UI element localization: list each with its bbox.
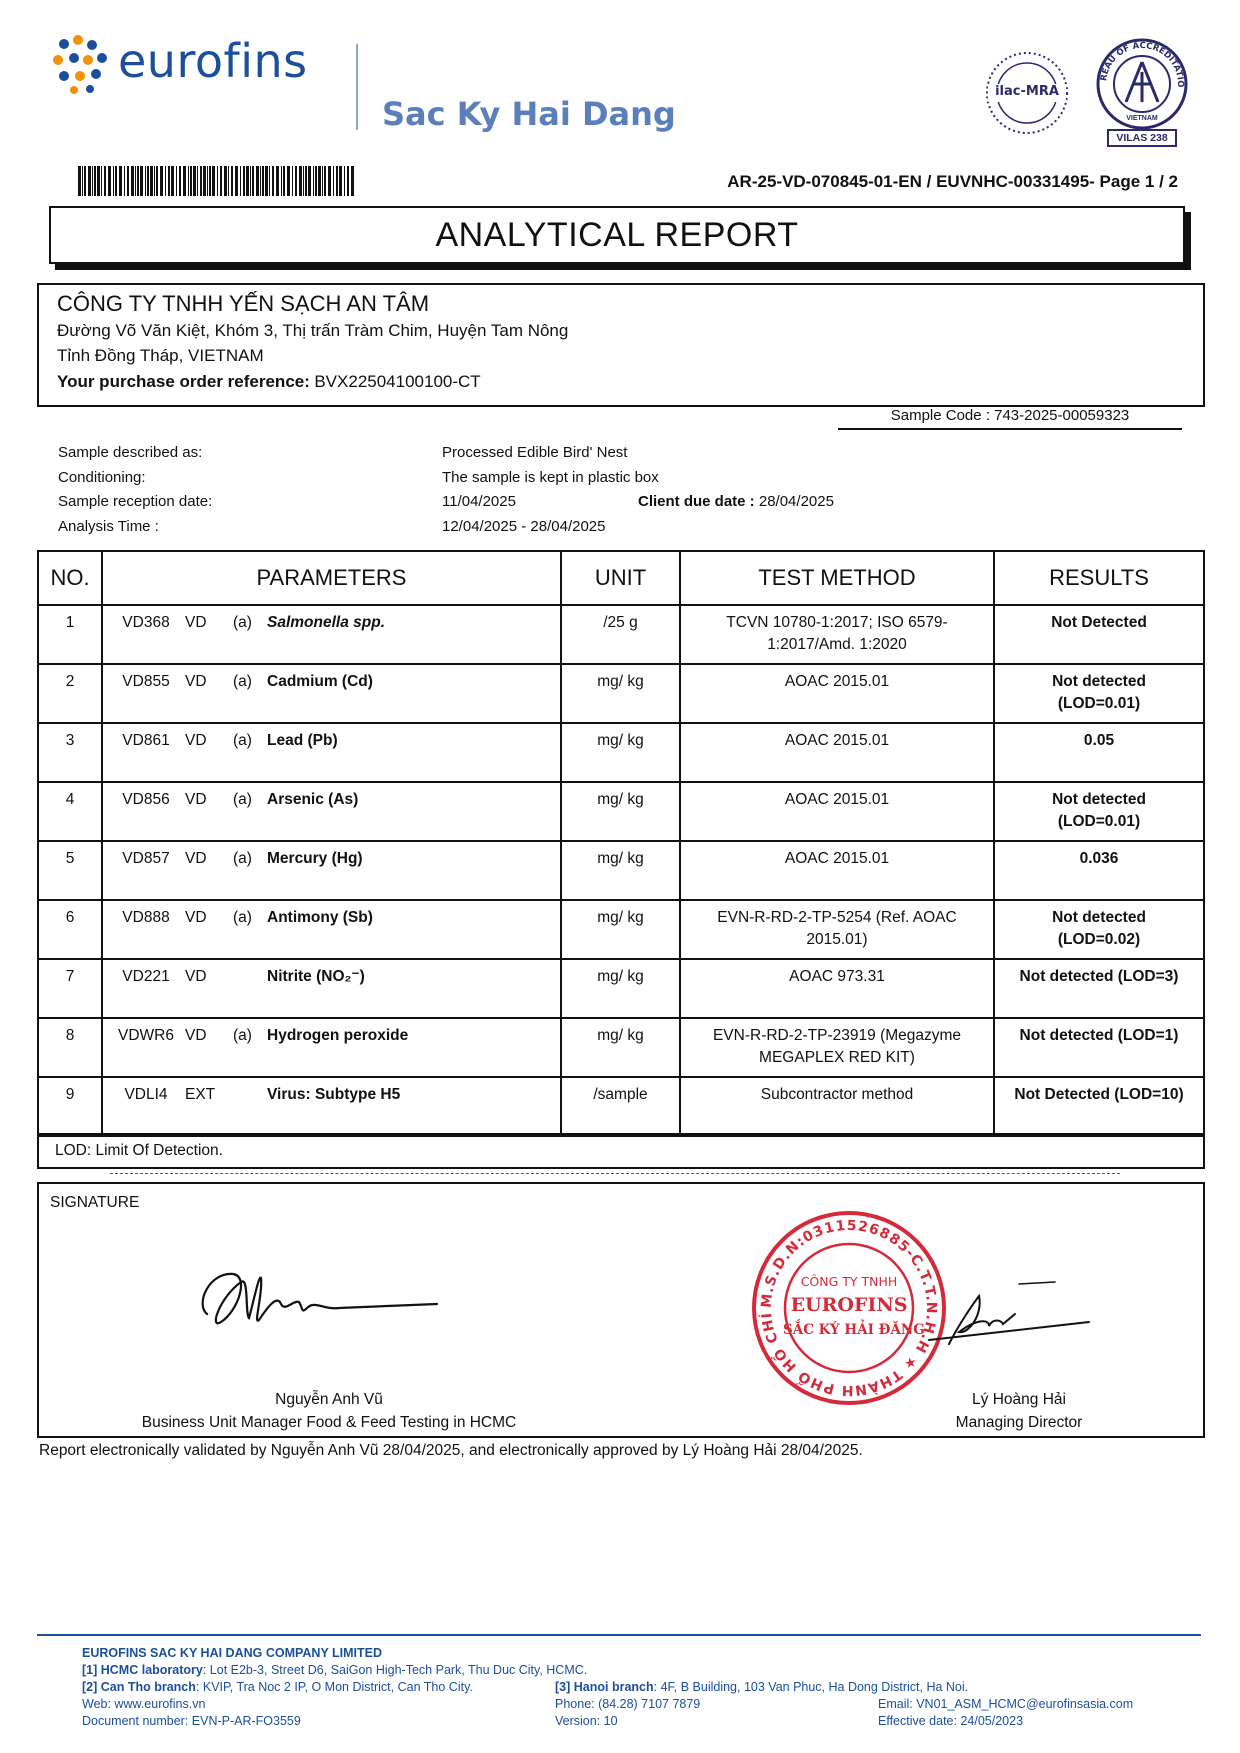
barcode-bar (260, 166, 261, 196)
barcode-bar (235, 166, 238, 196)
barcode-bar (156, 166, 158, 196)
analysis-label: Analysis Time : (58, 518, 159, 535)
eurofins-dots-icon (52, 34, 114, 94)
row-no: 5 (65, 850, 75, 867)
row-no: 4 (65, 791, 75, 808)
barcode-bar (328, 166, 331, 196)
table-row (38, 1077, 1204, 1136)
row-code: VD857 (122, 850, 170, 867)
row-parameter: Nitrite (NO₂⁻) (267, 968, 365, 985)
row-method: TCVN 10780-1:2017; ISO 6579-1:2017/Amd. 1:2020 (726, 614, 948, 653)
barcode-bar (322, 166, 323, 196)
row-method: AOAC 2015.01 (784, 732, 890, 749)
row-method: EVN-R-RD-2-TP-5254 (Ref. AOAC 2015.01) (717, 909, 957, 948)
row-parameter: Virus: Subtype H5 (267, 1086, 401, 1103)
barcode-bar (131, 166, 134, 196)
footer-email: Email: VN01_ASM_HCMC@eurofinsasia.com (878, 1697, 1134, 1711)
row-parameter: Arsenic (As) (267, 791, 359, 808)
row-code: VD855 (122, 673, 170, 690)
barcode-bar (119, 166, 122, 196)
lod-note: LOD: Limit Of Detection. (55, 1142, 223, 1159)
table-row (38, 782, 1204, 841)
row-lab: VD (185, 1027, 207, 1044)
signature-right-image (919, 1274, 1109, 1364)
row-result: 0.05 (1083, 732, 1115, 749)
row-lab: VD (185, 732, 207, 749)
stamp-line3: SẮC KÝ HẢI ĐĂNG (783, 1322, 925, 1338)
row-lab: VD (185, 968, 207, 985)
row-result: Not detected (LOD=0.01) (1052, 791, 1146, 830)
barcode-bar (137, 166, 139, 196)
logo-wordmark: eurofins (118, 34, 308, 88)
row-acc: (a) (233, 909, 252, 926)
footer-hanoi-label: [3] Hanoi branch (555, 1680, 654, 1694)
row-result: 0.036 (1079, 850, 1119, 867)
svg-text:M.S.D.N:0311526885-C.T.T.N.H.H: M.S.D.N:0311526885-C.T.T.N.H.H ★ THÀNH PHỐ HỒ CHÍ (758, 1217, 940, 1399)
lod-note-box (37, 1133, 1205, 1169)
row-result: Not detected (LOD=0.01) (1052, 673, 1146, 712)
row-code: VD861 (122, 732, 170, 749)
vilas-badge (1094, 36, 1190, 148)
client-address-line1: Đường Võ Văn Kiệt, Khóm 3, Thị trấn Tràm Chim, Huyện Tam Nông (57, 321, 569, 340)
client-box (37, 283, 1205, 407)
signer-left (79, 1388, 579, 1434)
row-unit: /25 g (603, 614, 638, 631)
logo-divider (356, 44, 358, 130)
results-table (37, 550, 1205, 1137)
table-row (38, 1018, 1204, 1077)
barcode-bar (252, 166, 254, 196)
described-value: Processed Edible Bird' Nest (442, 444, 628, 461)
footer-web: Web: www.eurofins.vn (82, 1697, 206, 1711)
row-unit: mg/ kg (597, 909, 644, 926)
row-no: 9 (65, 1086, 75, 1103)
footer-phone: Phone: (84.28) 7107 7879 (555, 1697, 701, 1711)
barcode-bar (84, 166, 86, 196)
po-label: Your purchase order reference: (57, 372, 310, 391)
table-row (38, 841, 1204, 900)
signer-right-title: Managing Director (955, 1414, 1083, 1431)
col-header-unit: UNIT (561, 551, 680, 605)
barcode-bar (147, 166, 149, 196)
barcode-bar (154, 166, 155, 196)
row-lab: VD (185, 909, 207, 926)
barcode-bar (276, 166, 279, 196)
barcode-bar (295, 166, 297, 196)
barcode-bar (333, 166, 334, 196)
row-method: AOAC 2015.01 (784, 791, 890, 808)
barcode-bar (188, 166, 189, 196)
due-date (638, 493, 834, 510)
row-parameter: Salmonella spp. (267, 614, 386, 631)
barcode-bar (324, 166, 326, 196)
barcode-bar (303, 166, 304, 196)
barcode-bar (104, 166, 106, 196)
signature-heading: SIGNATURE (50, 1194, 140, 1211)
barcode-bar (315, 166, 317, 196)
row-unit: mg/ kg (597, 791, 644, 808)
barcode-bar (150, 166, 153, 196)
signature-box (37, 1182, 1205, 1438)
row-lab: VD (185, 614, 207, 631)
signer-right-name: Lý Hoàng Hải (972, 1391, 1066, 1408)
barcode-bar (176, 166, 177, 196)
vilas-country: VIETNAM (1126, 115, 1158, 122)
row-lab: EXT (185, 1086, 216, 1103)
barcode-bar (308, 166, 311, 196)
row-unit: /sample (593, 1086, 648, 1103)
row-parameter: Antimony (Sb) (267, 909, 373, 926)
barcode-icon (78, 166, 358, 196)
report-title: ANALYTICAL REPORT (49, 206, 1185, 264)
row-code: VD856 (122, 791, 170, 808)
row-parameter: Hydrogen peroxide (267, 1027, 409, 1044)
row-lab: VD (185, 673, 207, 690)
row-acc: (a) (233, 673, 252, 690)
row-no: 6 (65, 909, 75, 926)
row-unit: mg/ kg (597, 850, 644, 867)
row-unit: mg/ kg (597, 968, 644, 985)
table-row (38, 605, 1204, 664)
footer-hanoi (555, 1679, 968, 1696)
footer-hanoi-addr: : 4F, B Building, 103 Van Phuc, Ha Dong District, Ha Noi. (653, 1680, 969, 1694)
barcode-bar (145, 166, 146, 196)
footer-cantho (82, 1679, 473, 1696)
row-method: EVN-R-RD-2-TP-23919 (Megazyme MEGAPLEX RED KIT) (712, 1027, 962, 1066)
row-result: Not Detected (LOD=10) (1014, 1086, 1184, 1103)
barcode-bar (212, 166, 215, 196)
barcode-bar (108, 166, 111, 196)
footer-hcmc-addr: : Lot E2b-3, Street D6, SaiGon High-Tech Park, Thu Duc City, HCMC. (202, 1663, 588, 1677)
barcode-bar (124, 166, 125, 196)
footer-hcmc (82, 1662, 587, 1679)
col-header-test-method: TEST METHOD (680, 551, 994, 605)
barcode-bar (231, 166, 233, 196)
barcode-bar (193, 166, 196, 196)
barcode-bar (220, 166, 222, 196)
barcode-bar (171, 166, 174, 196)
dashed-divider (110, 1173, 1120, 1174)
client-address-line2: Tỉnh Đồng Tháp, VIETNAM (57, 346, 264, 365)
barcode-bar (265, 166, 268, 196)
barcode-bar (183, 166, 186, 196)
barcode-bar (113, 166, 114, 196)
purchase-order (57, 372, 481, 392)
footer-effective: Effective date: 24/05/2023 (878, 1714, 1024, 1728)
sample-code: Sample Code : 743-2025-00059323 (838, 406, 1182, 430)
row-acc: (a) (233, 614, 252, 631)
row-method: Subcontractor method (760, 1086, 914, 1103)
barcode-bar (179, 166, 181, 196)
row-no: 3 (65, 732, 75, 749)
row-method: AOAC 973.31 (789, 968, 885, 985)
row-result: Not detected (LOD=0.02) (1052, 909, 1146, 948)
row-no: 7 (65, 968, 75, 985)
row-result: Not detected (LOD=3) (1019, 968, 1179, 985)
barcode-bar (344, 166, 345, 196)
barcode-bar (250, 166, 251, 196)
barcode-bar (200, 166, 202, 196)
barcode-bar (115, 166, 117, 196)
reception-label: Sample reception date: (58, 493, 213, 510)
ilac-mra-badge (982, 48, 1072, 138)
row-lab: VD (185, 850, 207, 867)
barcode-bar (283, 166, 285, 196)
row-no: 2 (65, 673, 75, 690)
row-acc: (a) (233, 1027, 252, 1044)
row-code: VD888 (122, 909, 170, 926)
analysis-value: 12/04/2025 - 28/04/2025 (442, 518, 606, 535)
footer-version: Version: 10 (555, 1714, 618, 1728)
barcode-bar (243, 166, 245, 196)
reception-value: 11/04/2025 (442, 493, 516, 510)
footer-doc-number: Document number: EVN-P-AR-FO3559 (82, 1714, 301, 1728)
row-result: Not detected (LOD=1) (1019, 1027, 1179, 1044)
footer-divider (37, 1634, 1201, 1636)
barcode-bar (240, 166, 241, 196)
barcode-bar (97, 166, 100, 196)
barcode-bar (94, 166, 96, 196)
conditioning-label: Conditioning: (58, 469, 146, 486)
barcode-bar (207, 166, 208, 196)
row-no: 1 (65, 614, 75, 631)
row-lab: VD (185, 791, 207, 808)
signer-right (869, 1388, 1169, 1434)
row-parameter: Mercury (Hg) (267, 850, 363, 867)
described-label: Sample described as: (58, 444, 203, 461)
row-method: AOAC 2015.01 (784, 673, 890, 690)
row-unit: mg/ kg (597, 673, 644, 690)
row-unit: mg/ kg (597, 1027, 644, 1044)
barcode-bar (209, 166, 211, 196)
footer-hcmc-label: [1] HCMC laboratory (82, 1663, 203, 1677)
barcode-bar (318, 166, 321, 196)
row-acc: (a) (233, 850, 252, 867)
barcode-bar (82, 166, 83, 196)
row-code: VD368 (122, 614, 170, 631)
row-parameter: Cadmium (Cd) (267, 673, 373, 690)
signature-left-image (189, 1264, 449, 1344)
table-header-row (38, 551, 1204, 605)
row-code: VD221 (122, 968, 170, 985)
row-code: VDLI4 (124, 1086, 168, 1103)
eurofins-logo (52, 34, 342, 94)
row-result: Not Detected (1051, 614, 1147, 631)
barcode-bar (127, 166, 129, 196)
footer-cantho-addr: : KVIP, Tra Noc 2 IP, O Mon District, Can Tho City. (195, 1680, 473, 1694)
client-company-name: CÔNG TY TNHH YẾN SẠCH AN TÂM (57, 291, 430, 316)
barcode-bar (228, 166, 229, 196)
stamp-line1: CÔNG TY TNHH (800, 1274, 898, 1289)
barcode-bar (101, 166, 102, 196)
conditioning-value: The sample is kept in plastic box (442, 469, 659, 486)
barcode-bar (140, 166, 143, 196)
stamp-line2: EUROFINS (790, 1294, 908, 1316)
barcode-bar (347, 166, 349, 196)
barcode-bar (299, 166, 302, 196)
row-unit: mg/ kg (597, 732, 644, 749)
col-header-parameters: PARAMETERS (102, 551, 561, 605)
barcode-bar (92, 166, 93, 196)
barcode-bar (272, 166, 274, 196)
barcode-bar (190, 166, 192, 196)
barcode-bar (160, 166, 163, 196)
col-header-no: NO. (38, 551, 102, 605)
barcode-bar (292, 166, 293, 196)
validation-text: Report electronically validated by Nguyễn Anh Vũ 28/04/2025, and electronically approved by Lý Hoàng Hải 28/04/2025. (39, 1442, 863, 1459)
barcode-bar (262, 166, 264, 196)
barcode-bar (313, 166, 314, 196)
row-parameter: Lead (Pb) (267, 732, 338, 749)
due-label: Client due date : (638, 493, 755, 510)
row-method: AOAC 2015.01 (784, 850, 890, 867)
table-row (38, 900, 1204, 959)
signer-left-name: Nguyễn Anh Vũ (275, 1391, 383, 1408)
table-row (38, 723, 1204, 782)
row-acc: (a) (233, 732, 252, 749)
po-value: BVX22504100100-CT (314, 372, 481, 391)
barcode-bar (281, 166, 282, 196)
signer-left-title: Business Unit Manager Food & Feed Testing in HCMC (141, 1414, 517, 1431)
barcode-bar (256, 166, 259, 196)
barcode-bar (217, 166, 218, 196)
barcode-bar (197, 166, 198, 196)
vilas-code: VILAS 238 (1116, 132, 1168, 144)
row-code: VDWR6 (118, 1027, 174, 1044)
row-acc: (a) (233, 791, 252, 808)
col-header-results: RESULTS (994, 551, 1204, 605)
table-row (38, 664, 1204, 723)
report-reference: AR-25-VD-070845-01-EN / EUVNHC-00331495- Page 1 / 2 (727, 172, 1178, 191)
barcode-bar (305, 166, 307, 196)
barcode-bar (339, 166, 342, 196)
svg-text:BUREAU OF ACCREDITATION: REAU OF ACCREDITATIO (1099, 40, 1186, 88)
barcode-bar (336, 166, 338, 196)
logo-subtitle: Sac Ky Hai Dang (382, 95, 676, 133)
barcode-bar (135, 166, 136, 196)
barcode-bar (168, 166, 170, 196)
ilac-mra-label: ilac-MRA (995, 84, 1059, 99)
barcode-bar (165, 166, 166, 196)
table-row (38, 959, 1204, 1018)
footer-company: EUROFINS SAC KY HAI DANG COMPANY LIMITED (82, 1646, 383, 1660)
barcode-bar (78, 166, 81, 196)
footer-cantho-label: [2] Can Tho branch (82, 1680, 196, 1694)
barcode-bar (88, 166, 91, 196)
barcode-bar (351, 166, 354, 196)
barcode-bar (269, 166, 270, 196)
due-value: 28/04/2025 (758, 493, 834, 510)
barcode-bar (287, 166, 290, 196)
barcode-bar (224, 166, 227, 196)
barcode-bar (203, 166, 206, 196)
row-no: 8 (65, 1027, 75, 1044)
barcode-bar (246, 166, 249, 196)
